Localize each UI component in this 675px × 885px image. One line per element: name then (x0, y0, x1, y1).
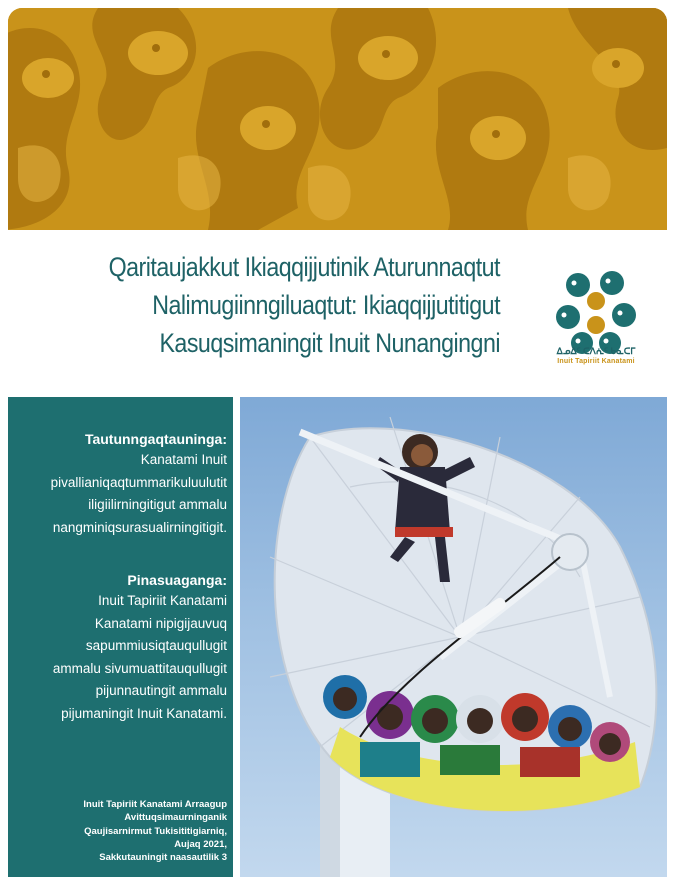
footer-line: Qaujisarnirmut Tukisititigiarniq, (84, 825, 227, 837)
vision-line: iligiilirningitigut ammalu (88, 497, 227, 512)
mission-line: pijumaningit Inuit Kanatami. (61, 705, 227, 721)
header-banner (8, 8, 667, 230)
footer-line: Aujaq 2021, (174, 838, 227, 850)
mission-heading: Pinasuaganga: (127, 572, 227, 588)
logo-syllabics: ᐃᓄᐃᑦ ᑕᐱᕇᑦ ᑲᓇᑕᒥ (556, 346, 636, 356)
footer-line: Sakkutauningit naasautilik 3 (99, 852, 227, 864)
publication-info (16, 798, 227, 864)
description-panel (8, 397, 233, 877)
vision-line: pivallianiqaqtummarikuluulutit (50, 474, 227, 490)
vision-line: nangminiqsurasualirningitigit. (52, 519, 227, 535)
vision-line: Kanatami Inuit (140, 452, 227, 467)
logo-name: Inuit Tapiriit Kanatami (557, 358, 635, 365)
mission-line: Inuit Tapiriit Kanatami (98, 593, 227, 608)
footer-line: Inuit Tapiriit Kanatami Arraagup (83, 799, 227, 810)
page-title (87, 248, 500, 362)
mission-section (16, 570, 227, 725)
vision-section (16, 429, 227, 539)
title-line: Kasuqsimaningit Inuit Nunangingni (159, 328, 500, 358)
mission-line: Kanatami nipigijauvuq (94, 615, 227, 631)
footer-line: Avittuqsimaurninganik (124, 812, 227, 824)
mission-line: sapummiusiqtauqullugit (85, 638, 227, 653)
satellite-dish-image (240, 397, 667, 877)
title-line: Nalimugiinngiluaqtut: Ikiaqqijjutitigut (152, 290, 501, 320)
mission-line: pijunnautingit ammalu (95, 683, 227, 698)
inuit-faces-pattern (8, 8, 667, 230)
title-line: Qaritaujakkut Ikiaqqijjutinik Aturunnaqtut (108, 252, 500, 282)
mission-line: ammalu sivumuattitauqullugit (52, 660, 227, 676)
cover-photo (240, 397, 667, 877)
vision-heading: Tautunngaqtauninga: (84, 431, 227, 447)
